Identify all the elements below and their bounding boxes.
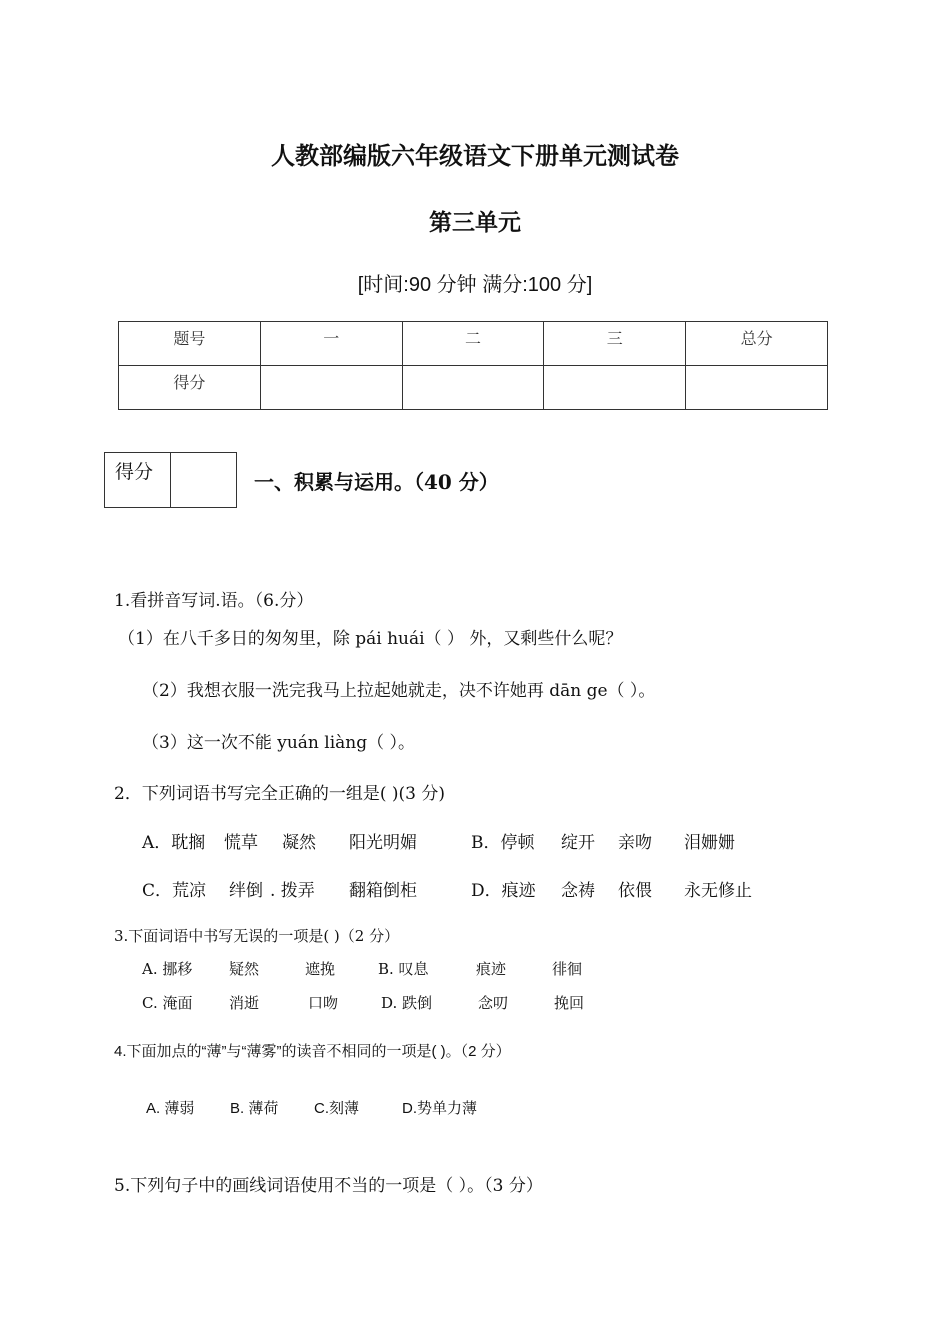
option-a-word: 阳光明媚 — [349, 833, 417, 853]
option-word: 念叨 — [478, 994, 509, 1012]
option-c: C．荒凉 — [142, 881, 207, 901]
score-blank — [402, 366, 544, 410]
grader-blank — [171, 453, 236, 507]
option-c-word: 翻箱倒柜 — [349, 881, 417, 901]
table-row — [119, 366, 828, 410]
grader-label: 得分 — [105, 453, 171, 507]
option-a: A. 挪移 — [142, 960, 193, 978]
option-d: D. 跌倒 — [381, 994, 433, 1012]
table-cell: 二 — [402, 322, 544, 366]
option-b-word: 泪姗姗 — [684, 833, 735, 853]
option-word: 遮挽 — [305, 960, 336, 978]
option-d: D．痕迹 — [471, 881, 536, 901]
option-word: 疑然 — [229, 960, 260, 978]
question-5-stem: 5.下列句子中的画线词语使用不当的一项是（ ）。（3 分） — [114, 1176, 543, 1196]
option-c-word: . 拨弄 — [270, 881, 315, 901]
table-row — [119, 322, 828, 366]
option-c-word: 绊倒 — [229, 881, 263, 901]
option-b-word: 亲吻 — [618, 833, 652, 853]
option-a-word: 慌草 — [224, 833, 258, 853]
option-d-word: 念祷 — [561, 881, 595, 901]
question-3-stem: 3.下面词语中书写无误的一项是( )（2 分） — [114, 927, 400, 945]
question-1-item-2: （2）我想衣服一洗完我马上拉起她就走，决不许她再 dān ge（ ）。 — [142, 681, 656, 701]
score-blank — [260, 366, 402, 410]
option-word: 徘徊 — [552, 960, 583, 978]
section-heading: 一、积累与运用。（40 分） — [254, 470, 499, 494]
table-cell: 得分 — [119, 366, 261, 410]
table-cell: 一 — [260, 322, 402, 366]
option-b: B．停顿 — [471, 833, 535, 853]
option-d-word: 依偎 — [618, 881, 652, 901]
score-blank — [686, 366, 828, 410]
question-4-stem: 4.下面加点的“薄”与“薄雾”的读音不相同的一项是( )。（2 分） — [114, 1043, 511, 1060]
option-b-word: 绽开 — [561, 833, 595, 853]
option-c: C. 淹面 — [142, 994, 193, 1012]
table-cell: 三 — [544, 322, 686, 366]
score-table — [118, 321, 828, 410]
table-cell: 总分 — [686, 322, 828, 366]
option-a: A．耽搁 — [142, 833, 206, 853]
grader-box — [104, 452, 237, 508]
unit-title: 第三单元 — [429, 209, 521, 236]
question-1-item-3: （3）这一次不能 yuán liàng（ ）。 — [142, 733, 416, 753]
page-title: 人教部编版六年级语文下册单元测试卷 — [271, 141, 679, 170]
option-d-word: 永无修止 — [684, 881, 752, 901]
option-a-word: 凝然 — [282, 833, 316, 853]
option-a: A. 薄弱 — [146, 1100, 195, 1117]
question-1-item-1: （1）在八千多日的匆匆里，除 pái huái（ ） 外，又剩些什么呢？ — [118, 629, 623, 649]
option-word: 口吻 — [308, 994, 339, 1012]
option-word: 消逝 — [229, 994, 260, 1012]
time-info: [时间:90 分钟 满分:100 分] — [357, 274, 593, 296]
option-d: D.势单力薄 — [402, 1100, 478, 1117]
score-blank — [544, 366, 686, 410]
question-2-stem: 2．下列词语书写完全正确的一组是( )(3 分) — [114, 784, 445, 804]
option-c: C.刻薄 — [314, 1100, 360, 1117]
option-b: B. 薄荷 — [230, 1100, 279, 1117]
option-b: B. 叹息 — [378, 960, 429, 978]
option-word: 痕迹 — [476, 960, 507, 978]
option-word: 挽回 — [554, 994, 585, 1012]
question-1-stem: 1.看拼音写词.语。（6.分） — [114, 591, 314, 611]
table-cell: 题号 — [119, 322, 261, 366]
